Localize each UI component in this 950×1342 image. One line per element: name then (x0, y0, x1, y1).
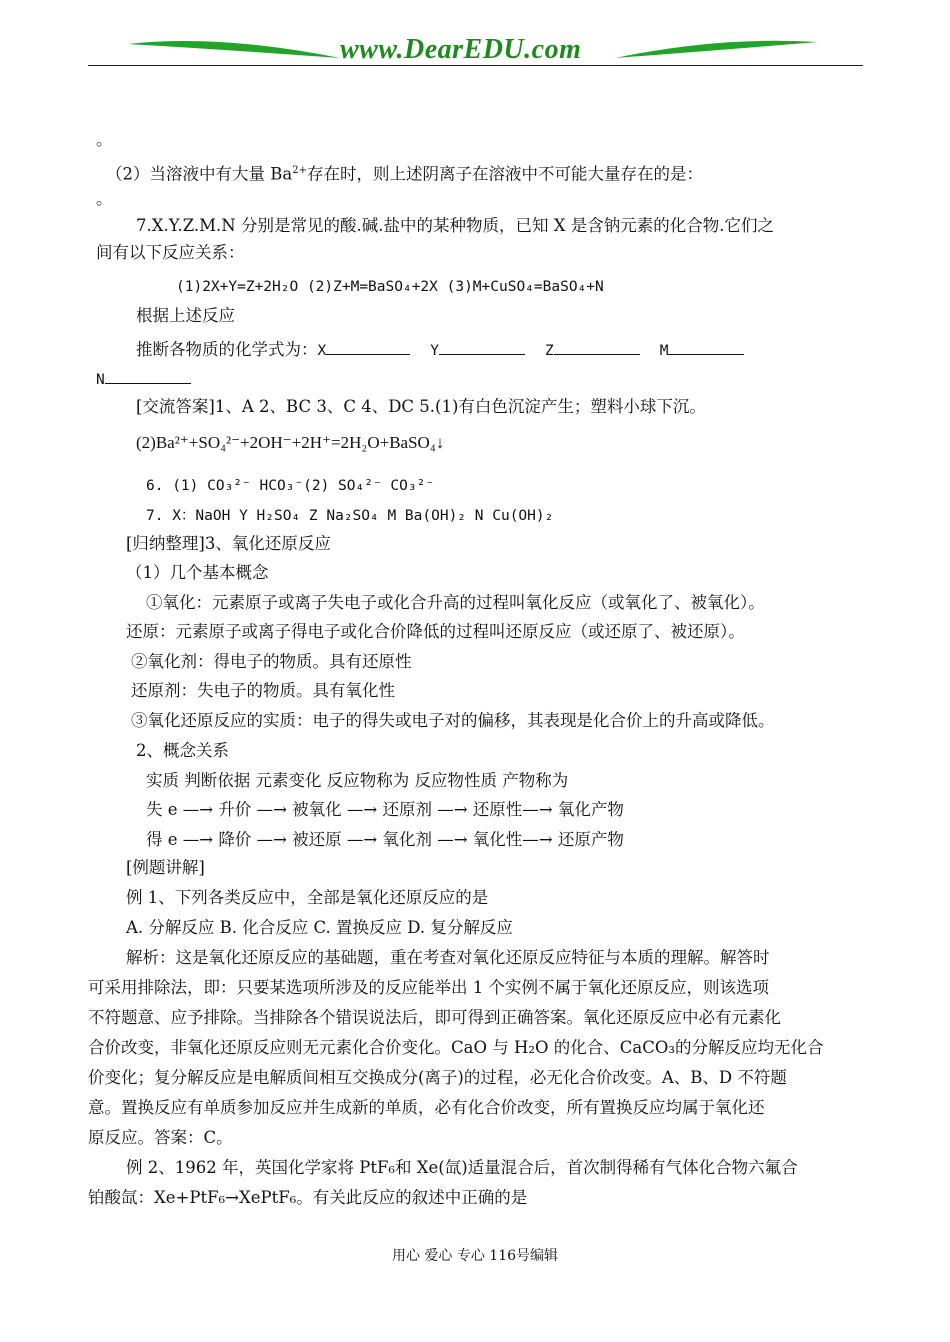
text-line: 间有以下反应关系： (96, 243, 245, 262)
blank-label-y: Y (430, 343, 439, 359)
paragraph-line: 解析：这是氧化还原反应的基础题，重在考查对氧化还原反应特征与本质的理解。解答时 (126, 948, 770, 967)
header-divider (88, 65, 863, 66)
formula-blanks-line (96, 367, 191, 390)
paragraph-line: 可采用排除法，即：只要某选项所涉及的反应能举出 1 个实例不属于氧化还原反应，则该选项 (88, 978, 769, 997)
blank-m (668, 338, 744, 355)
page-header (0, 0, 950, 80)
blank-z (554, 338, 640, 355)
text-line: 还原：元素原子或离子得电子或化合价降低的过程叫还原反应（或还原了、被还原）。 (126, 622, 745, 641)
blank-y (439, 338, 525, 355)
text-segment: 存在时，则上述阴离子在溶液中不可能大量存在的是： (306, 164, 703, 184)
paragraph-line: 意。置换反应有单质参加反应并生成新的单质，必有化合价改变，所有置换反应均属于氧化还 (88, 1098, 765, 1117)
question-options: A. 分解反应 B. 化合反应 C. 置换反应 D. 复分解反应 (126, 918, 513, 937)
paragraph-line: 铂酸氙：Xe+PtF₆→XePtF₆。有关此反应的叙述中正确的是 (88, 1188, 528, 1207)
concept-header-row: 实质 判断依据 元素变化 反应物称为 反应物性质 产物称为 (146, 771, 569, 790)
question-stem: 例 1、下列各类反应中，全部是氧化还原反应的是 (126, 888, 489, 907)
blank-label-x: X (317, 343, 327, 359)
text-line (106, 161, 703, 185)
paragraph-line: 价变化；复分解反应是电解质间相互交换成分(离子)的过程，必无化合价改变。A、B、D 不符题 (88, 1068, 787, 1087)
blank-label-n: N (96, 372, 105, 388)
concept-row-reduction: 得 e —→ 降价 —→ 被还原 —→ 氧化剂 —→ 氧化性—→ 还原产物 (146, 830, 624, 849)
paragraph-line: 例 2、1962 年，英国化学家将 PtF₆和 Xe(氙)适量混合后，首次制得稀有气体化合物六氟合 (126, 1158, 798, 1177)
text-line: ③氧化还原反应的实质：电子的得失或电子对的偏移，其表现是化合价上的升高或降低。 (131, 711, 775, 730)
blank-n (105, 367, 191, 384)
text-line: 还原剂：失电子的物质。具有氧化性 (131, 681, 395, 700)
formula-blanks-line (136, 338, 744, 361)
answer-line: 6. (1) CO₃²⁻ HCO₃⁻(2) SO₄²⁻ CO₃²⁻ (146, 478, 435, 494)
section-heading: [例题讲解] (126, 858, 205, 877)
text-segment: （2）当溶液中有大量 Ba (106, 164, 293, 184)
blank-label-m: M (659, 343, 669, 359)
blank-label-z: Z (544, 343, 554, 359)
equation-line: (2)Ba²⁺+SO₄²⁻+2OH⁻+2H⁺=2H₂O+BaSO₄↓ (136, 433, 445, 452)
paragraph-line: 原反应。答案：C。 (88, 1128, 233, 1147)
paragraph-line: 合价改变，非氧化还原反应则无元素化合价变化。CaO 与 H₂O 的化合、CaCO₃的分解反应均无化合 (88, 1038, 824, 1057)
blank-prompt: 推断各物质的化学式为： (136, 340, 318, 359)
page-footer: 用心 爱心 专心 116号编辑 (391, 1248, 559, 1264)
answer-line: 7. X：NaOH Y H₂SO₄ Z Na₂SO₄ M Ba(OH)₂ N Cu(OH)₂ (146, 508, 554, 524)
text-line: ①氧化：元素原子或离子失电子或化合升高的过程叫氧化反应（或氧化了、被氧化）。 (146, 593, 765, 612)
superscript: 2+ (292, 165, 307, 176)
text-line: [交流答案]1、A 2、BC 3、C 4、DC 5.(1)有白色沉淀产生；塑料小球下沉。 (136, 397, 706, 416)
section-heading: 2、概念关系 (136, 741, 229, 760)
header-logo-text: www.DearEDU.com (340, 34, 582, 65)
text-line: 7.X.Y.Z.M.N 分别是常见的酸.碱.盐中的某种物质，已知 X 是含钠元素的化合物.它们之 (136, 216, 774, 235)
text-line: 根据上述反应 (136, 306, 235, 325)
concept-row-oxidation: 失 e —→ 升价 —→ 被氧化 —→ 还原剂 —→ 还原性—→ 氧化产物 (146, 800, 624, 819)
text-line: 。 (96, 189, 113, 208)
text-line: （1）几个基本概念 (126, 563, 269, 582)
equation-line: (1)2X+Y=Z+2H₂O (2)Z+M=BaSO₄+2X (3)M+CuSO₄=BaSO₄+N (176, 279, 604, 295)
text-line: ②氧化剂：得电子的物质。具有还原性 (131, 652, 412, 671)
paragraph-line: 不符题意、应予排除。当排除各个错误说法后，即可得到正确答案。氧化还原反应中必有元素化 (88, 1008, 781, 1027)
text-line: 。 (96, 130, 113, 149)
section-heading: [归纳整理]3、氧化还原反应 (126, 534, 331, 553)
blank-x (326, 338, 410, 355)
